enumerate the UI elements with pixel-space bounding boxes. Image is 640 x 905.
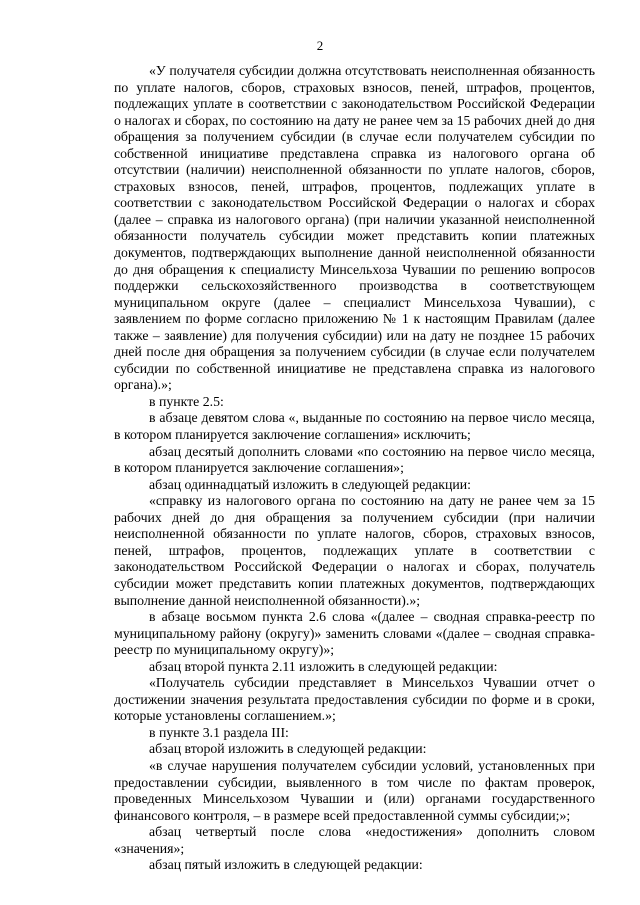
paragraph: абзац второй пункта 2.11 изложить в следующей редакции: <box>149 658 498 674</box>
paragraph: «справку из налогового органа по состоянию на дату не ранее чем за 15 рабочих дней до дня обращения за получением субсидии (при наличии неисполненной обязанности по уплате налогов, сборов, страховых взносов, пеней, штрафов, процентов, подлежащих уплате в соответствии с законодательством Российской Федерации о налогах и сборах, получатель субсидии может представить копии платежных документов, подтверждающих выполнение данной неисполненной обязанности).»; <box>114 493 595 608</box>
paragraph: абзац пятый изложить в следующей редакции: <box>149 857 423 873</box>
paragraph: в абзаце восьмом пункта 2.6 слова «(далее – сводная справка-реестр по муниципальному району (округу)» заменить словами «(далее – сводная справка-реестр по муниципальному округу)»; <box>114 609 595 658</box>
paragraph: абзац десятый дополнить словами «по состоянию на первое число месяца, в котором планируется заключение соглашения»; <box>114 443 595 476</box>
page-number: 2 <box>316 38 324 53</box>
paragraph: абзац второй изложить в следующей редакции: <box>149 741 427 757</box>
body-text <box>114 63 595 874</box>
paragraph: «в случае нарушения получателем субсидии условий, установленных при предоставлении субсидии, выявленного в том числе по фактам проверок, проведенных Минсельхозом Чувашии и (или) органами государственного финансового контроля, – в размере всей предоставленной суммы субсидии;»; <box>114 757 595 823</box>
paragraph: в пункте 3.1 раздела III: <box>149 724 289 740</box>
paragraph: абзац одиннадцатый изложить в следующей редакции: <box>149 476 471 492</box>
paragraph: абзац четвертый после слова «недостижения» дополнить словом «значения»; <box>114 824 595 856</box>
paragraph: в пункте 2.5: <box>149 393 224 409</box>
paragraph: «У получателя субсидии должна отсутствовать неисполненная обязанность по уплате налогов, сборов, страховых взносов, пеней, штрафов, процентов, подлежащих уплате в соответствии с законодательством Российской Федерации о налогах и сборах, по состоянию на дату не ранее чем за 15 рабочих дней до дня обращения за получением субсидии (в случае если получателем субсидии по собственной инициативе представлена справка из налогового органа об отсутствии (наличии) неисполненной обязанности по уплате налогов, сборов, страховых взносов, пеней, штрафов, процентов, подлежащих уплате в соответствии с законодательством Российской Федерации о налогах и сборах (далее – справка из налогового органа) (при наличии указанной неисполненной обязанности получатель субсидии может представить копии платежных документов, подтверждающих выполнение данной неисполненной обязанности до дня обращения к специалисту Минсельхоза Чувашии по решению вопросов поддержки сельскохозяйственного производства в соответствующем муниципальном округе (далее – специалист Минсельхоза Чувашии), с заявлением по форме согласно приложению № 1 к настоящим Правилам (далее также – заявление) для получения субсидии) или на дату не позднее 15 рабочих дней после дня обращения за получением субсидии (в случае если получателем субсидии по собственной инициативе не представлена справка из налогового органа).»; <box>114 63 595 393</box>
paragraph: в абзаце девятом слова «, выданные по состоянию на первое число месяца, в котором планируется заключение соглашения» исключить; <box>114 410 595 443</box>
paragraph: «Получатель субсидии представляет в Минсельхоз Чувашии отчет о достижении значения результата предоставления субсидии по форме и в сроки, которые установлены соглашением.»; <box>114 675 595 724</box>
